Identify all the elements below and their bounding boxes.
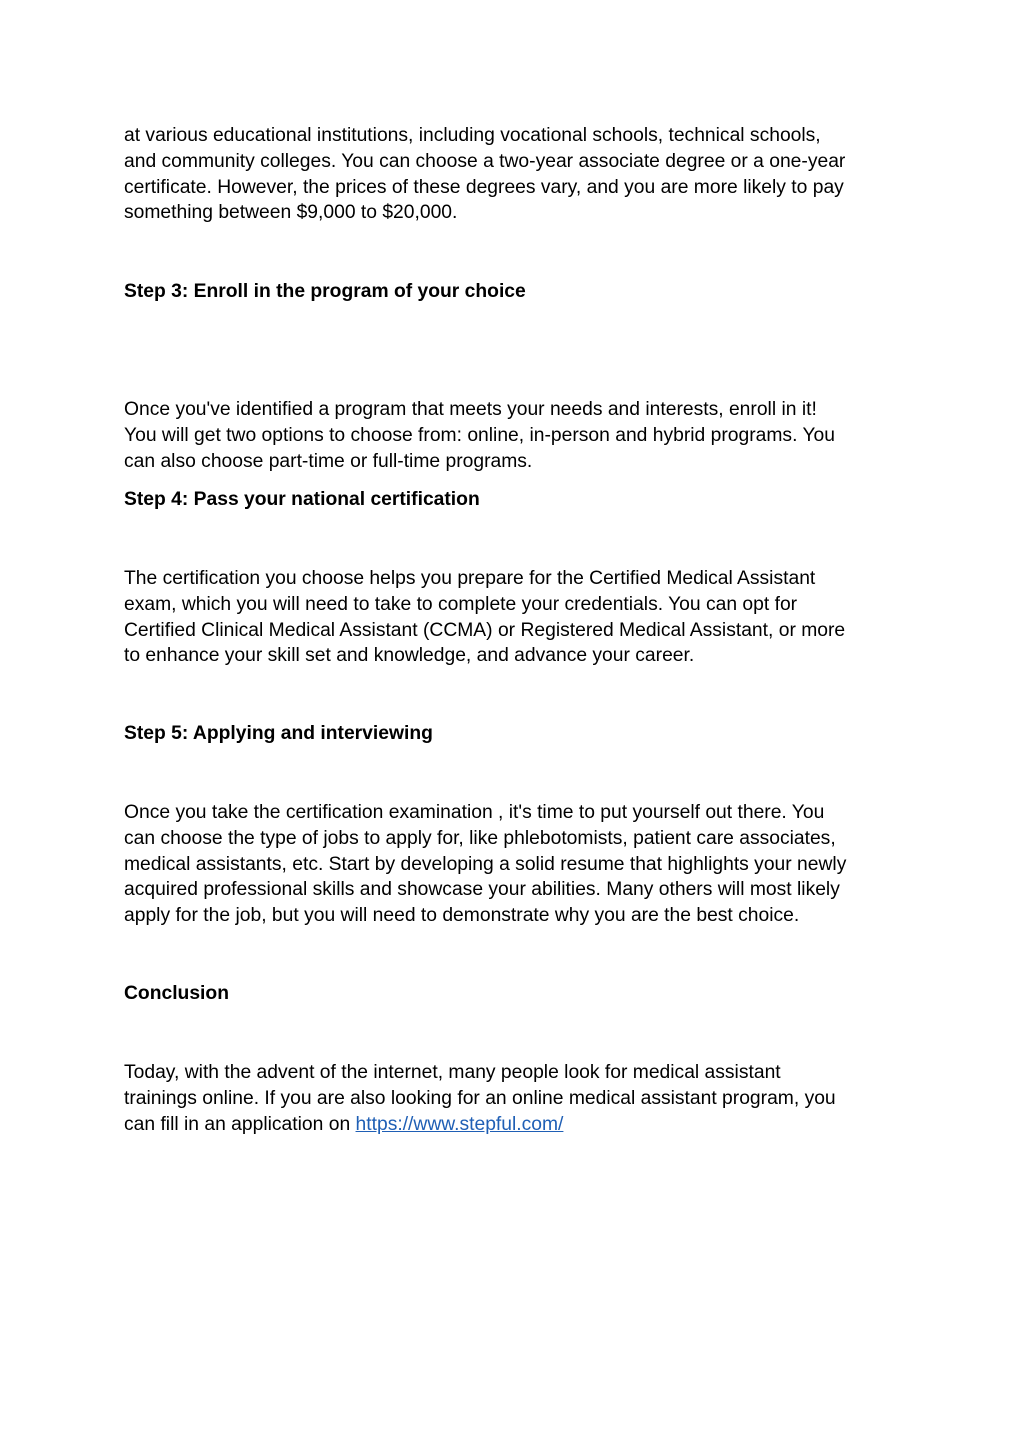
step-5-paragraph xyxy=(124,800,914,929)
paragraph-line: Once you take the certification examination , it's time to put yourself out there. You xyxy=(124,802,825,823)
intro-paragraph xyxy=(124,123,914,226)
paragraph-line: trainings online. If you are also looking for an online medical assistant program, you xyxy=(124,1087,836,1109)
step-4-paragraph xyxy=(124,566,914,669)
step-3-heading: Step 3: Enroll in the program of your choice xyxy=(124,281,526,302)
paragraph-line: medical assistants, etc. Start by developing a solid resume that highlights your newly xyxy=(124,853,847,875)
stepful-website-link[interactable]: https://www.stepful.com/ xyxy=(355,1113,564,1135)
paragraph-line: Once you've identified a program that meets your needs and interests, enroll in it! xyxy=(124,399,817,420)
paragraph-line: to enhance your skill set and knowledge, and advance your career. xyxy=(124,645,695,667)
paragraph-line: can choose the type of jobs to apply for, like phlebotomists, patient care associates, xyxy=(124,827,836,849)
paragraph-line-with-link xyxy=(124,1112,914,1138)
step-4-heading: Step 4: Pass your national certification xyxy=(124,489,480,510)
paragraph-line: something between $9,000 to $20,000. xyxy=(124,202,458,224)
paragraph-line: and community colleges. You can choose a two-year associate degree or a one-year xyxy=(124,150,846,172)
paragraph-line: The certification you choose helps you prepare for the Certified Medical Assistant xyxy=(124,568,816,589)
paragraph-line: Today, with the advent of the internet, many people look for medical assistant xyxy=(124,1062,781,1083)
paragraph-line: acquired professional skills and showcase your abilities. Many others will most likely xyxy=(124,879,840,901)
paragraph-line: apply for the job, but you will need to demonstrate why you are the best choice. xyxy=(124,905,800,927)
paragraph-line: at various educational institutions, including vocational schools, technical schools, xyxy=(124,125,821,146)
step-5-heading: Step 5: Applying and interviewing xyxy=(124,723,433,744)
link-lead-in-text: can fill in an application on xyxy=(124,1113,356,1135)
paragraph-line: You will get two options to choose from: online, in-person and hybrid programs. You xyxy=(124,424,835,446)
paragraph-line: exam, which you will need to take to complete your credentials. You can opt for xyxy=(124,593,798,615)
paragraph-line: can also choose part-time or full-time programs. xyxy=(124,450,533,472)
conclusion-heading: Conclusion xyxy=(124,983,229,1004)
paragraph-line: Certified Clinical Medical Assistant (CCMA) or Registered Medical Assistant, or more xyxy=(124,619,846,641)
conclusion-paragraph xyxy=(124,1060,914,1137)
step-3-paragraph xyxy=(124,397,914,474)
paragraph-line: certificate. However, the prices of these degrees vary, and you are more likely to pay xyxy=(124,176,844,198)
